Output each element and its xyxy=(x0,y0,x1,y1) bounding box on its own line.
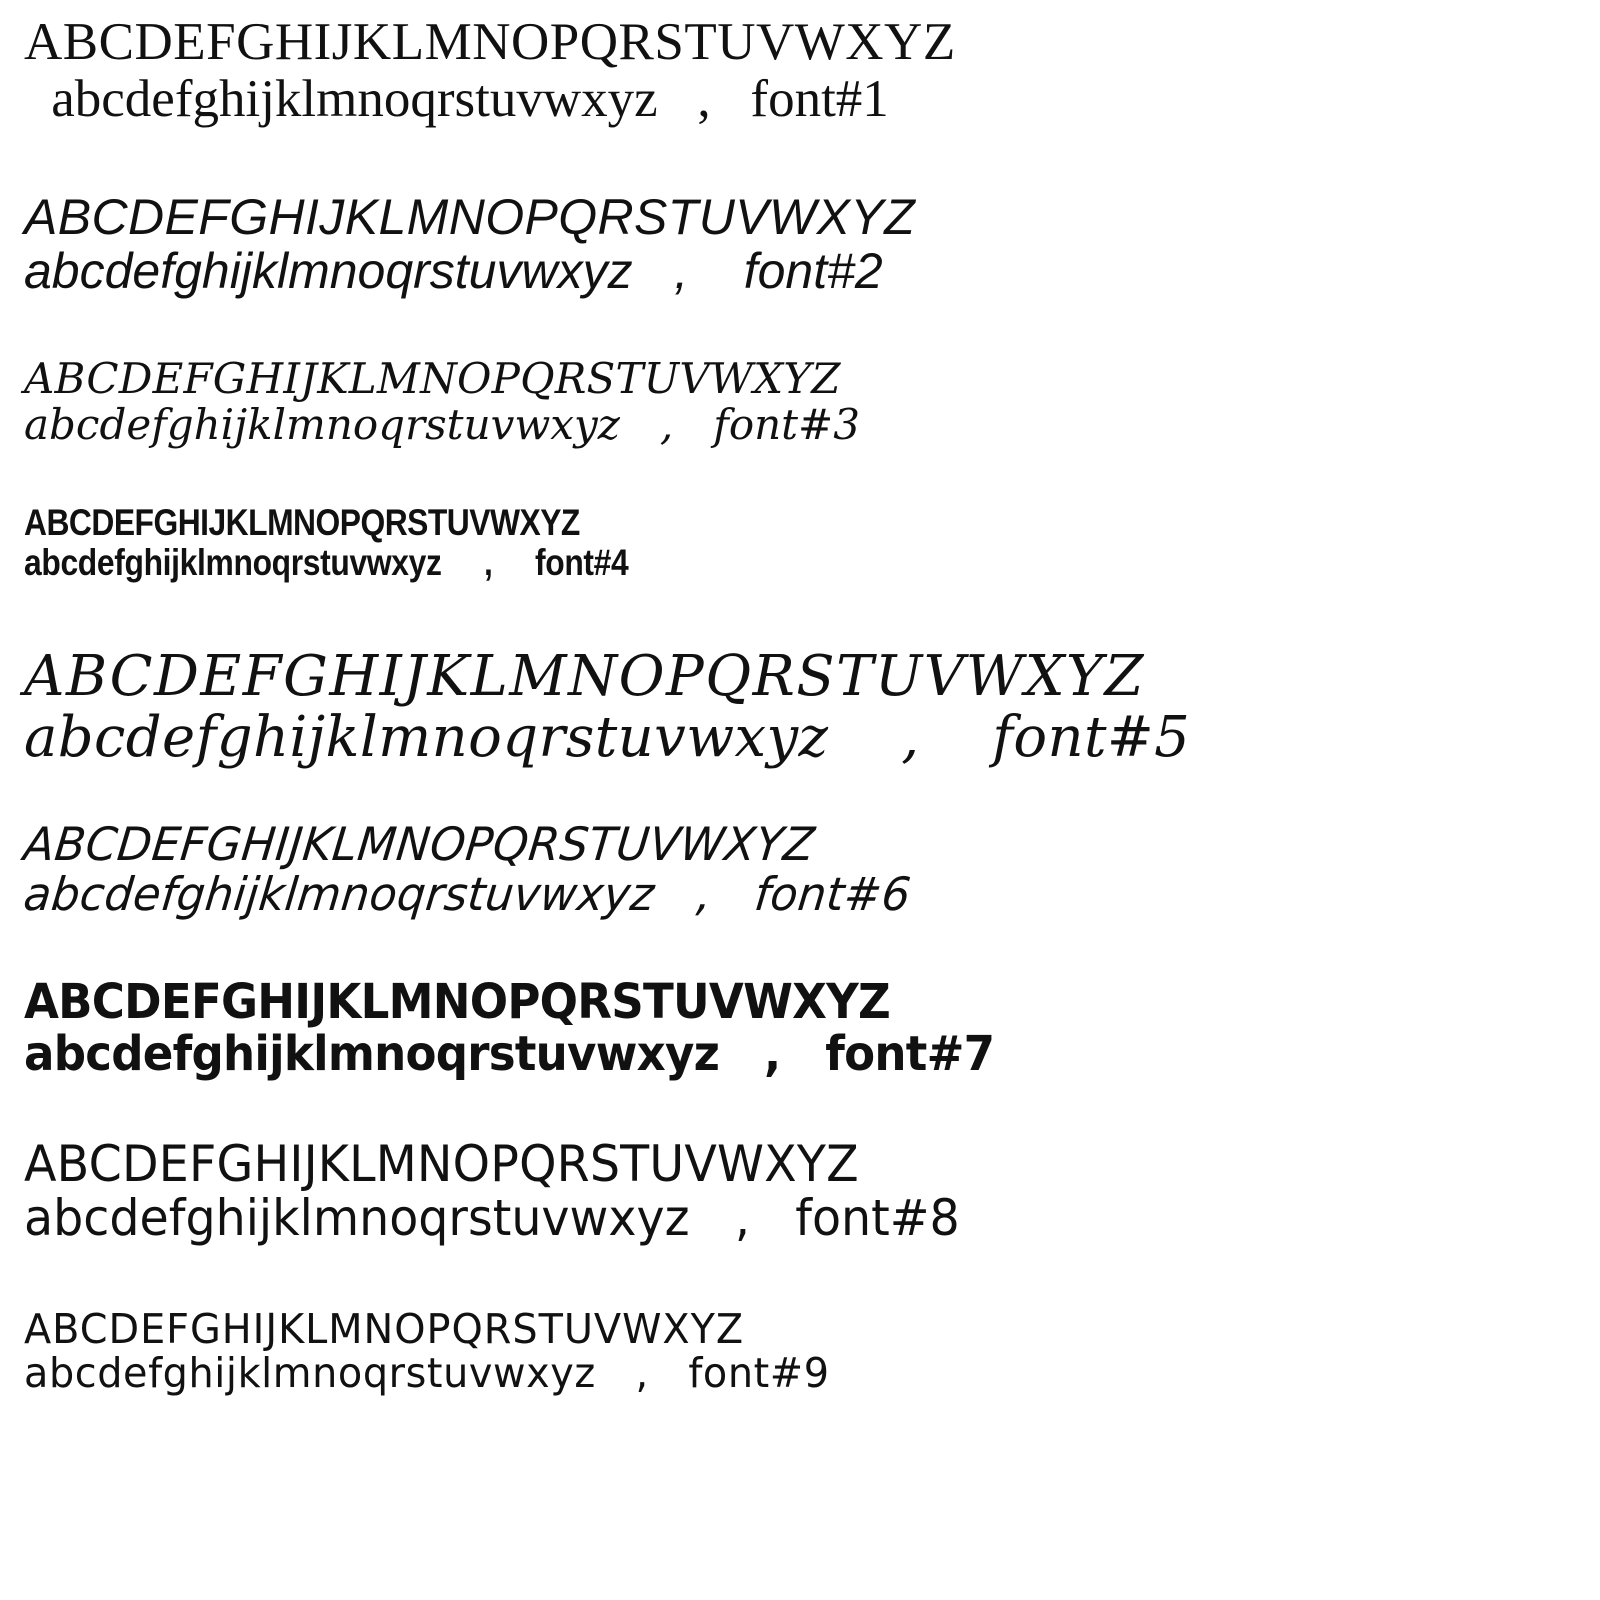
font-specimen-6 xyxy=(21,817,1576,921)
font-specimen-3 xyxy=(24,356,1576,447)
lowercase-alphabet-7: abcdefghijklmnoqrstuvwxyz , font#7 xyxy=(24,1026,995,1083)
lowercase-alphabet-6: abcdefghijklmnoqrstuvwxyz , font#6 xyxy=(21,866,914,921)
font-specimen-5 xyxy=(24,644,1576,770)
lowercase-alphabet-3: abcdefghijklmnoqrstuvwxyz , font#3 xyxy=(24,399,860,449)
font-specimen-9 xyxy=(24,1307,1576,1396)
uppercase-alphabet-1: ABCDEFGHIJKLMNOPQRSTUVWXYZ xyxy=(24,13,956,71)
uppercase-alphabet-7: ABCDEFGHIJKLMNOPQRSTUVWXYZ xyxy=(24,974,891,1031)
uppercase-alphabet-6: ABCDEFGHIJKLMNOPQRSTUVWXYZ xyxy=(21,817,818,872)
lowercase-alphabet-5: abcdefghijklmnoqrstuvwxyz , font#5 xyxy=(24,704,1191,770)
font-specimen-7 xyxy=(24,974,1576,1083)
lowercase-alphabet-2: abcdefghijklmnoqrstuvwxyz , font#2 xyxy=(24,243,883,300)
uppercase-alphabet-9: ABCDEFGHIJKLMNOPQRSTUVWXYZ xyxy=(24,1305,745,1354)
lowercase-alphabet-8: abcdefghijklmnoqrstuvwxyz , font#8 xyxy=(24,1189,960,1248)
font-specimen-8 xyxy=(24,1135,1576,1248)
font-specimen-2 xyxy=(24,190,1576,298)
uppercase-alphabet-3: ABCDEFGHIJKLMNOPQRSTUVWXYZ xyxy=(24,354,841,404)
uppercase-alphabet-8: ABCDEFGHIJKLMNOPQRSTUVWXYZ xyxy=(24,1135,859,1194)
lowercase-alphabet-9: abcdefghijklmnoqrstuvwxyz , font#9 xyxy=(24,1349,830,1398)
uppercase-alphabet-2: ABCDEFGHIJKLMNOPQRSTUVWXYZ xyxy=(24,189,916,246)
font-specimen-4 xyxy=(24,503,1576,583)
font-specimen-1 xyxy=(24,14,1576,128)
uppercase-alphabet-4: ABCDEFGHIJKLMNOPQRSTUVWXYZ xyxy=(24,502,580,544)
uppercase-alphabet-5: ABCDEFGHIJKLMNOPQRSTUVWXYZ xyxy=(24,644,1145,710)
lowercase-alphabet-4: abcdefghijklmnoqrstuvwxyz , font#4 xyxy=(24,542,629,584)
lowercase-alphabet-1: abcdefghijklmnoqrstuvwxyz , font#1 xyxy=(38,70,889,129)
